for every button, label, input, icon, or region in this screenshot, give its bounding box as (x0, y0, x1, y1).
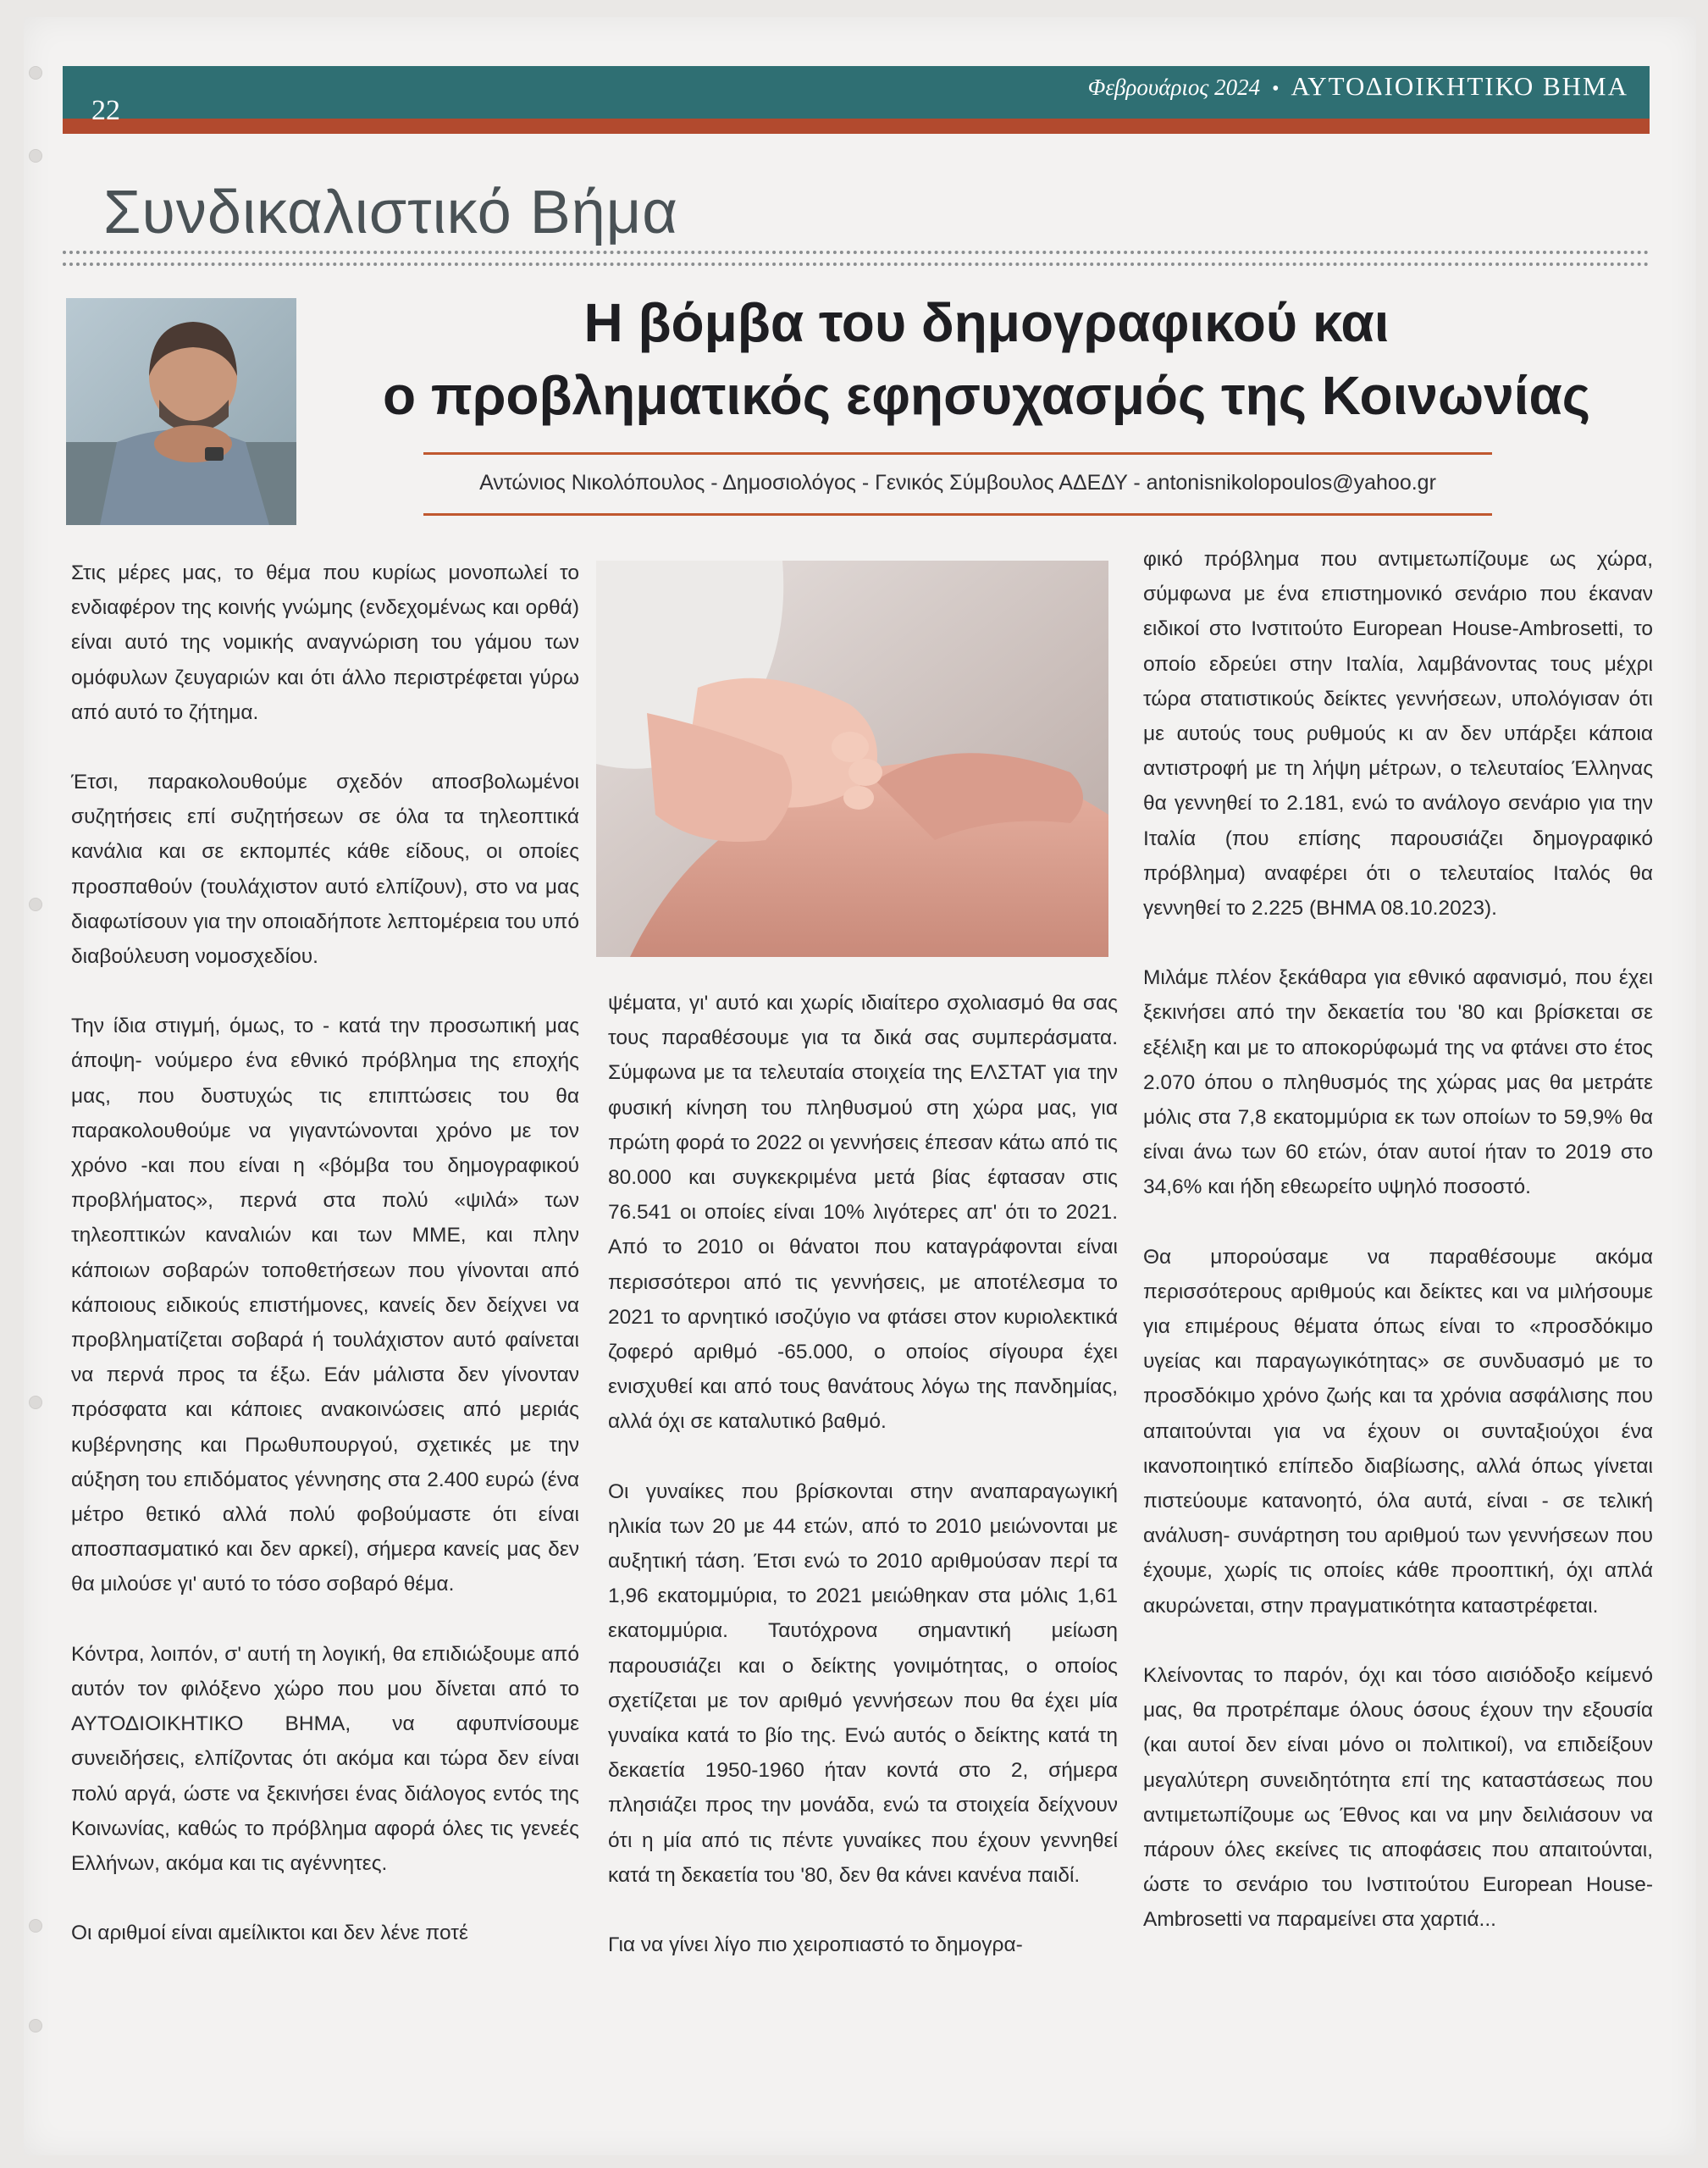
headline-line-2: ο προβληματικός εφησυχασμός της Κοινωνίας (382, 365, 1591, 426)
paragraph: Στις μέρες μας, το θέμα που κυρίως μονοπωλεί το ενδιαφέρον της κοινής γνώμης (ενδεχομένως και ορθά) είναι αυτό της νομικής αναγνώριση του γάμου των ομόφυλων ζευγαριών και ότι άλλο περιστρέφεται γύρω από αυτό το ζήτημα. (71, 561, 579, 724)
paragraph: Κλείνοντας το παρόν, όχι και τόσο αισιόδοξο κείμενό μας, θα προτρέπαμε όλους όσους έχουν την εξουσία (και αυτοί δεν είναι μόνο οι πολιτικοί), να επιδείξουν μεγαλύτερη συνειδητότητα επί της καταστάσεως που αντιμετωπίζουμε ως Έθνος και να μην δειλιάσουν να πάρουν όλες εκείνες τις αποφάσεις που απαιτούνται, ώστε το σενάριο του Ινστιτούτου European House-Ambrosetti να παραμείνει στα χαρτιά... (1143, 1663, 1653, 1932)
binder-hole-icon (29, 66, 42, 80)
article-byline: Αντώνιος Νικολόπουλος - Δημοσιολόγος - Γενικός Σύμβουλος ΑΔΕΔΥ - antonisnikolopoulos@yahoo.gr (479, 471, 1436, 495)
paragraph: Θα μπορούσαμε να παραθέσουμε ακόμα περισσότερους αριθμούς και δείκτες και να μιλήσουμε για επιμέρους θέματα όπως είναι το «προσδόκιμο υγείας και παραγωγικότητας» σε συνδυασμό με το προσδόκιμο χρόνο ζωής και τα χρόνια ασφάλισης που απαιτούνται για να έχουν οι συνταξιούχοι ένα ικανοποιητικό επίπεδο διαβίωσης, αλλά όπως γίνεται πιστεύουμε κατανοητό, όλα αυτά, είναι - σε τελική ανάλυση- συνάρτηση του αριθμού των γεννήσεων που έχουμε, χωρίς τις οποίες κάθε προοπτική, όχι απλά ακυρώνεται, στην πραγματικότητα καταστρέφεται. (1143, 1245, 1653, 1618)
baby-feet-graphic (596, 561, 1108, 957)
binder-hole-icon (29, 2019, 42, 2032)
header-accent-stripe (63, 119, 1650, 134)
paragraph: Έτσι, παρακολουθούμε σχεδόν αποσβολωμένοι συζητήσεις επί συζητήσεων σε όλα τα τηλεοπτικά κανάλια και σε εκπομπές κάθε είδους, οι οποίες προσπαθούν (τουλάχιστον αυτό ελπίζουν), στο να μας διαφωτίσουν για την οποιαδήποτε λεπτομέρεια του υπό διαβούλευση νομοσχεδίου. (71, 771, 579, 969)
article-column-3 (1143, 542, 1653, 1938)
issue-date: Φεβρουάριος 2024 (1087, 75, 1261, 100)
author-photo-graphic (66, 298, 296, 525)
baby-feet-photo (596, 561, 1108, 957)
paragraph: ψέματα, γι' αυτό και χωρίς ιδιαίτερο σχολιασμό θα σας τους παραθέσουμε για τα δικά σας συμπεράσματα. Σύμφωνα με τα τελευταία στοιχεία της ΕΛΣΤΑΤ για την φυσική κίνηση του πληθυσμού στη χώρα μας, για πρώτη φορά το 2022 οι γεννήσεις έπεσαν κάτω από τις 80.000 και συγκεκριμένα μετά βίας έφτασαν στις 76.541 οι οποίες είναι 10% λιγότερες απ' ότι το 2021. Από το 2010 οι θάνατοι που καταγράφονται είναι περισσότεροι από τις γεννήσεις, με αποτέλεσμα το 2021 το αρνητικό ισοζύγιο να φτάσει στον κυριολεκτικά ζοφερό αριθμό -65.000, ο οποίος σίγουρα έχει ενισχυθεί και από τους θανάτους λόγω της πανδημίας, αλλά όχι σε καταλυτικό βαθμό. (608, 992, 1118, 1434)
publication-name: ΑΥΤΟΔΙΟΙΚΗΤΙΚΟ ΒΗΜΑ (1291, 71, 1628, 101)
dotted-divider (63, 251, 1650, 254)
article-headline (313, 286, 1660, 432)
byline-rule-bottom (423, 513, 1492, 516)
paragraph: Κόντρα, λοιπόν, σ' αυτή τη λογική, θα επιδιώξουμε από αυτόν τον φιλόξενο χώρο που μου δίνεται από το ΑΥΤΟΔΙΟΙΚΗΤΙΚΟ ΒΗΜΑ, να αφυπνίσουμε συνειδήσεις, ελπίζοντας ότι ακόμα και τώρα δεν είναι πολύ αργά, ώστε να ξεκινήσει ένας διάλογος εντός της Κοινωνίας, καθώς το πρόβλημα αφορά όλες τις γενεές Ελλήνων, ακόμα και τις αγέννητες. (71, 1642, 579, 1875)
byline-rule-top (423, 452, 1492, 455)
dotted-divider (63, 263, 1650, 266)
bullet-separator: • (1272, 78, 1280, 100)
paragraph: Οι γυναίκες που βρίσκονται στην αναπαραγωγική ηλικία των 20 με 44 ετών, από το 2010 μειώνονται με αυξητική τάση. Έτσι ενώ το 2010 αριθμούσαν περί τα 1,96 εκατομμύρια, το 2021 μειώθηκαν στα μόλις 1,61 εκατομμύρια. Ταυτόχρονα σημαντική μείωση παρουσιάζει και ο δείκτης γονιμότητας, ο οποίος σχετίζεται με τον αριθμό γεννήσεων που θα έχει μία γυναίκα κατά το βίο της. Ενώ αυτός ο δείκτης κατά τη δεκαετία 1950-1960 ήταν κοντά στο 2, σήμερα πλησιάζει προς την μονάδα, ενώ τα στοιχεία δείχνουν ότι η μία από τις πέντε γυναίκες που έχουν γεννηθεί κατά τη δεκαετία του '80, δεν θα κάνει κανένα παιδί. (608, 1479, 1118, 1887)
page-number: 22 (91, 95, 120, 126)
paragraph: φικό πρόβλημα που αντιμετωπίζουμε ως χώρα, σύμφωνα με ένα επιστημονικό σενάριο που έκαναν ειδικοί στο Ινστιτούτο European House-Ambrosetti, το οποίο εδρεύει στην Ιταλία, λαμβάνοντας τους μέχρι τώρα στατιστικούς δείκτες γεννήσεων, υπολόγισαν ότι με αυτούς τους ρυθμούς κι αν δεν υπάρξει κάποια αντιστροφή με τη λήψη μέτρων, ο τελευταίος Έλληνας θα γεννηθεί το 2.181, ενώ το ανάλογο σενάριο για την Ιταλία (που επίσης παρουσιάζει δημογραφικό πρόβλημα) αναφέρει ότι ο τελευταίος Ιταλός θα γεννηθεί το 2.225 (ΒΗΜΑ 08.10.2023). (1143, 548, 1653, 921)
binder-hole-icon (29, 898, 42, 911)
article-column-1 (71, 556, 579, 1950)
binder-hole-icon (29, 1396, 42, 1409)
paragraph: Μιλάμε πλέον ξεκάθαρα για εθνικό αφανισμό, που έχει ξεκινήσει από την δεκαετία του '80 και βρίσκεται σε εξέλιξη και με το αποκορύφωμά της να φτάνει στο έτος 2.070 όπου ο πληθυσμός της χώρας μας θα μετράτε μόλις στα 7,8 εκατομμύρια εκ των οποίων το 59,9% θα είναι άνω των 60 ετών, όταν αυτοί ήταν το 2019 στο 34,6% και ήδη εθεωρείτο υψηλό ποσοστό. (1143, 966, 1653, 1199)
header-publication (1088, 71, 1628, 102)
binder-hole-icon (29, 149, 42, 163)
headline-line-1: Η βόμβα του δημογραφικού και (583, 292, 1390, 353)
binder-hole-icon (29, 1919, 42, 1933)
article-column-2 (608, 986, 1118, 1962)
paragraph: Οι αριθμοί είναι αμείλικτοι και δεν λένε ποτέ (71, 1922, 468, 1945)
section-title: Συνδικαλιστικό Βήμα (103, 179, 678, 246)
paragraph: Την ίδια στιγμή, όμως, το - κατά την προσωπική μας άποψη- νούμερο ένα εθνικό πρόβλημα της εποχής μας, που δυστυχώς τις επιπτώσεις του θα παρακολουθούμε να γιγαντώνονται χρόνο με τον χρόνο -και που είναι η «βόμβα του δημογραφικού προβλήματος», περνά στα πολύ «ψιλά» των τηλεοπτικών καναλιών και των ΜΜΕ, και πλην κάποιων σοβαρών τοποθετήσεων που γίνονται από κάποιους ειδικούς επιστήμονες, κανείς δεν δείχνει να προβληματίζεται σοβαρά ή τουλάχιστον αυτό φαίνεται να περνά προς τα έξω. Εάν μάλιστα δεν γίνονταν πρόσφατα και κάποιες ανακοινώσεις από μεριάς κυβέρνησης και Πρωθυπουργού, σχετικές με την αύξηση του επιδόματος γέννησης στα 2.400 ευρώ (ένα μέτρο θετικό αλλά πολύ φοβούμαστε ότι είναι αποσπασματικό και δεν αρκεί), σήμερα κανείς μας δεν θα μιλούσε γι' αυτό το τόσο σοβαρό θέμα. (71, 1015, 579, 1596)
paragraph: Για να γίνει λίγο πιο χειροπιαστό το δημογρα- (608, 1933, 1023, 1957)
author-photo (66, 298, 296, 525)
